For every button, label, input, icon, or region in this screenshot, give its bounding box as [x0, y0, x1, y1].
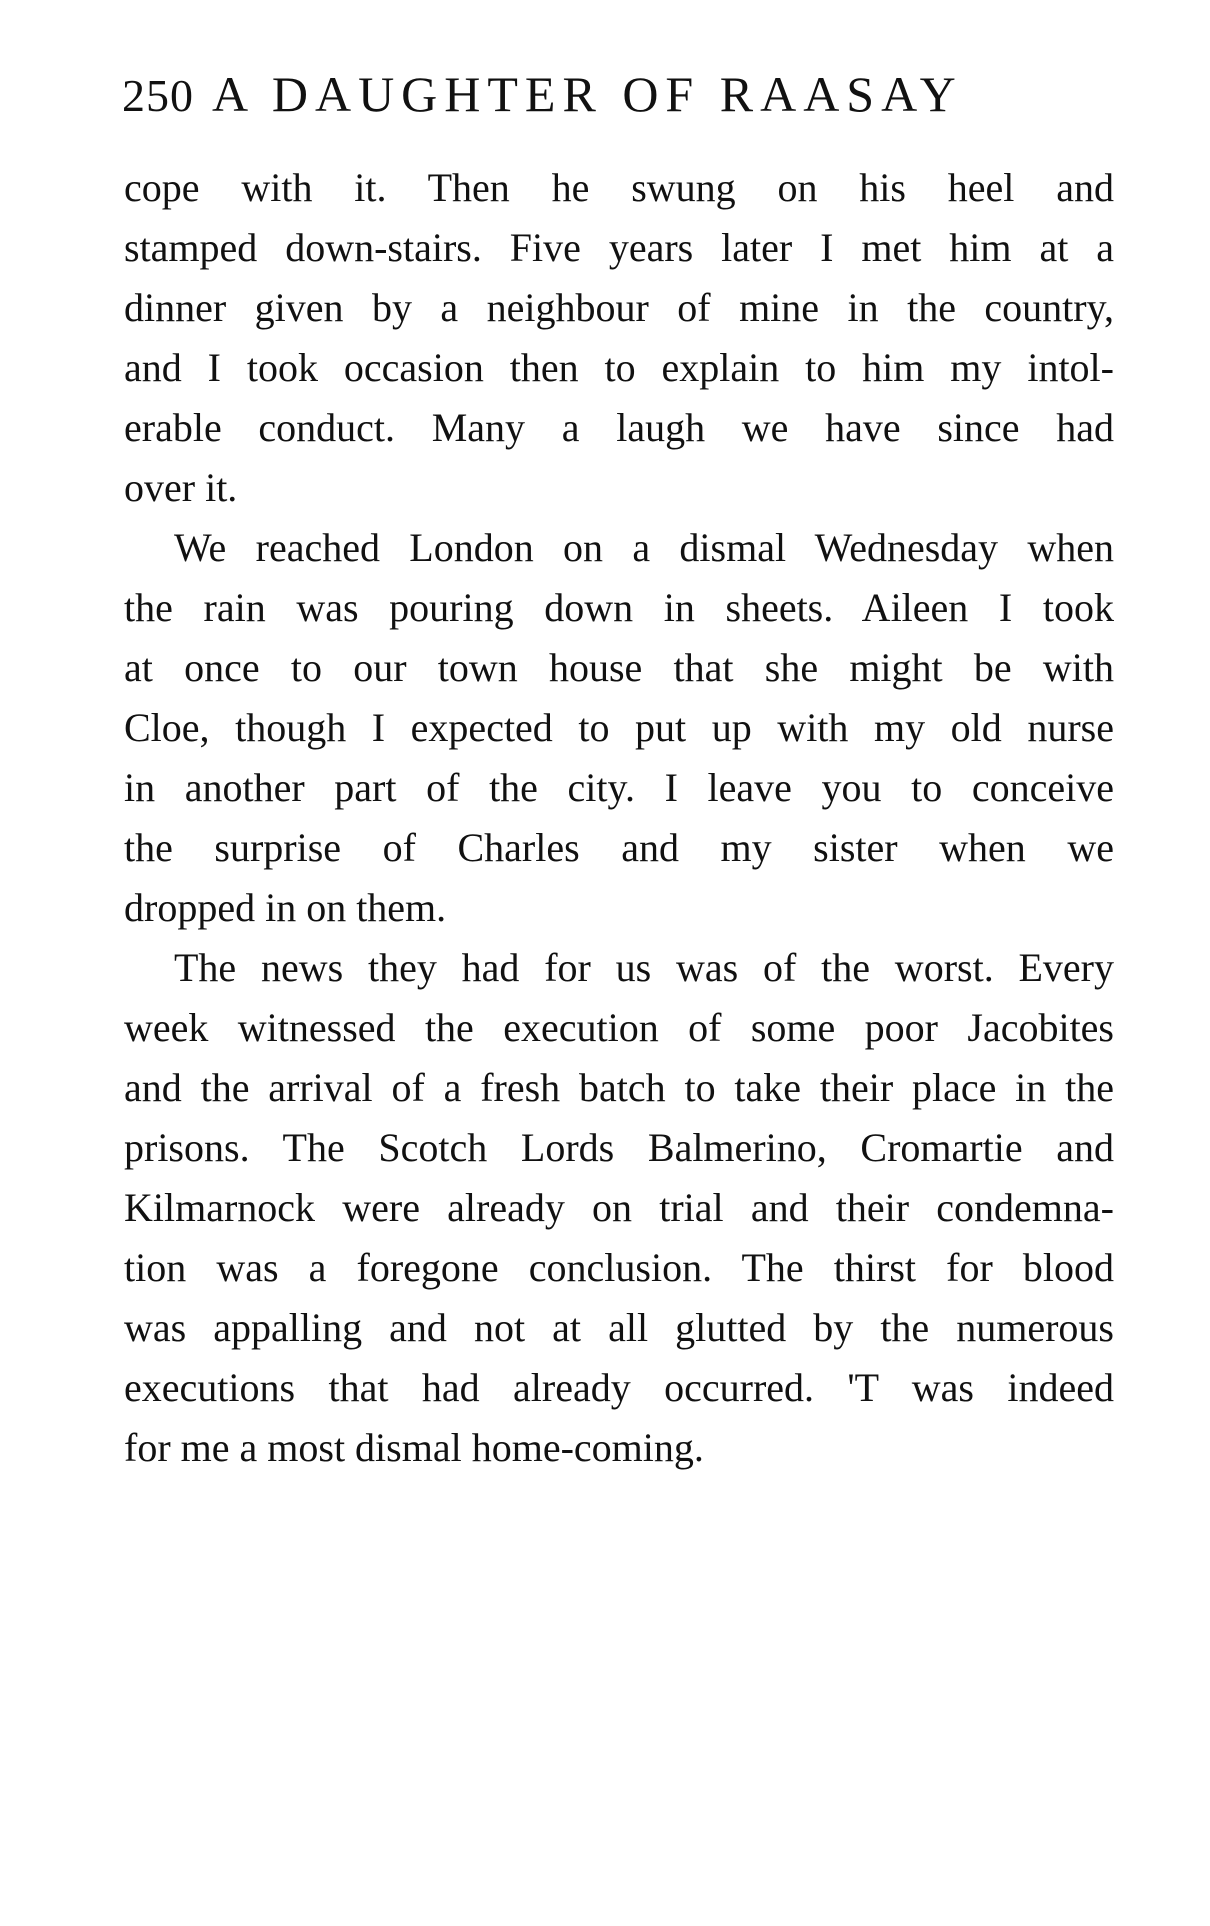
paragraph-3 [124, 938, 1114, 1478]
text-line: was appalling and not at all glutted by the numerous [124, 1305, 1114, 1350]
text-line: dinner given by a neighbour of mine in the country, [124, 285, 1114, 330]
text-line: cope with it. Then he swung on his heel and [124, 165, 1114, 210]
text-line: erable conduct. Many a laugh we have since had [124, 405, 1114, 450]
text-line: in another part of the city. I leave you to conceive [124, 765, 1114, 810]
text-line: over it. [124, 465, 238, 510]
text-line: executions that had already occurred. 'T was indeed [124, 1365, 1114, 1410]
paragraph-2 [124, 518, 1114, 938]
text-line: at once to our town house that she might be with [124, 645, 1114, 690]
text-line: and the arrival of a fresh batch to take their place in the [124, 1065, 1114, 1110]
text-line: Cloe, though I expected to put up with my old nurse [124, 705, 1114, 750]
text-line: stamped down-stairs. Five years later I met him at a [124, 225, 1114, 270]
page-number: 250 [122, 70, 194, 121]
text-line: for me a most dismal home-coming. [124, 1425, 704, 1470]
text-line: dropped in on them. [124, 885, 447, 930]
text-line: Kilmarnock were already on trial and their condemna- [124, 1185, 1114, 1230]
text-line: tion was a foregone conclusion. The thirst for blood [124, 1245, 1114, 1290]
text-line: The news they had for us was of the worst. Every [174, 945, 1114, 990]
body-text [124, 158, 1114, 1478]
text-line: and I took occasion then to explain to him my intol- [124, 345, 1114, 390]
text-line: week witnessed the execution of some poor Jacobites [124, 1005, 1114, 1050]
paragraph-1 [124, 158, 1114, 518]
text-line: We reached London on a dismal Wednesday when [174, 525, 1114, 570]
text-line: the rain was pouring down in sheets. Aileen I took [124, 585, 1114, 630]
text-line: prisons. The Scotch Lords Balmerino, Cromartie and [124, 1125, 1114, 1170]
text-line: the surprise of Charles and my sister when we [124, 825, 1114, 870]
book-title: A DAUGHTER OF RAASAY [212, 66, 963, 122]
running-head [122, 62, 1092, 128]
